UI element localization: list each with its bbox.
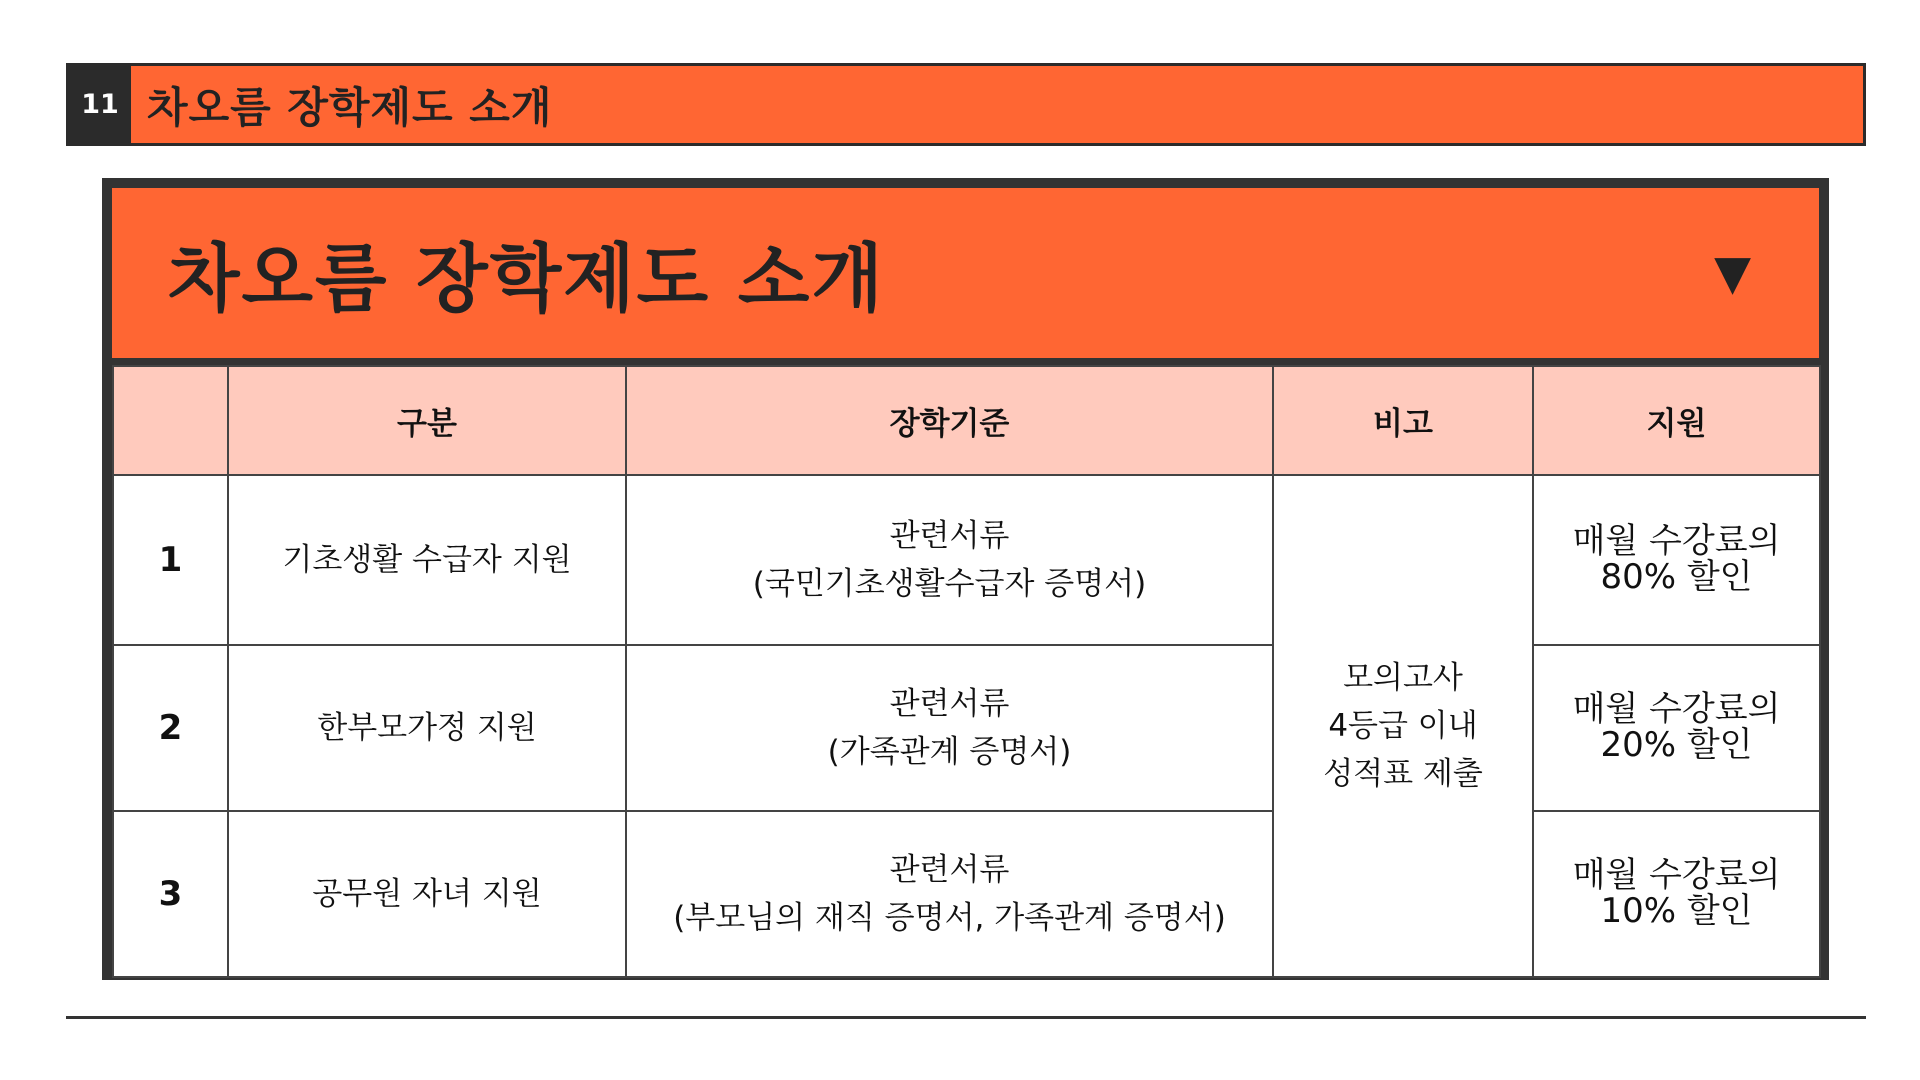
banner-title: 차오름 장학제도 소개 [168,236,885,322]
scholarship-table-wrap [112,365,1819,978]
row-support [1533,475,1820,645]
criteria-line: (부모님의 재직 증명서, 가족관계 증명서) [673,900,1226,936]
triangle-down-icon: ▼ [1714,245,1751,301]
criteria-line: 관련서류 [889,685,1010,722]
support-line: 매월 수강료의 [1572,855,1781,896]
column-header-support: 지원 [1533,366,1820,475]
support-line: 80% 할인 [1600,557,1753,597]
row-category: 한부모가정 지원 [228,645,626,811]
column-header-note: 비고 [1273,366,1533,475]
criteria-line: (가족관계 증명서) [827,734,1072,770]
row-note [1273,475,1533,977]
table-row [113,645,1820,811]
row-category: 기초생활 수급자 지원 [228,475,626,645]
scholarship-panel [102,178,1829,980]
row-criteria [626,645,1273,811]
note-line: 성적표 제출 [1323,756,1483,793]
support-line: 10% 할인 [1600,891,1753,931]
row-number: 2 [113,645,228,811]
banner [112,188,1819,358]
note-line: 4등급 이내 [1328,707,1478,744]
table-row [113,811,1820,977]
support-line: 매월 수강료의 [1572,689,1781,730]
row-criteria [626,475,1273,645]
criteria-line: (국민기초생활수급자 증명서) [752,566,1147,602]
page-number: 11 [69,66,131,143]
footer-divider [66,1016,1866,1019]
table-header-row [113,366,1820,475]
row-number: 1 [113,475,228,645]
support-line: 매월 수강료의 [1572,521,1781,562]
column-header-criteria: 장학기준 [626,366,1273,475]
criteria-line: 관련서류 [889,851,1010,888]
row-category: 공무원 자녀 지원 [228,811,626,977]
column-header-category: 구분 [228,366,626,475]
row-support [1533,645,1820,811]
table-row [113,475,1820,645]
row-number: 3 [113,811,228,977]
row-support [1533,811,1820,977]
criteria-line: 관련서류 [889,517,1010,554]
header-title: 차오름 장학제도 소개 [147,82,553,132]
row-criteria [626,811,1273,977]
page-header [66,63,1866,146]
support-line: 20% 할인 [1600,725,1753,765]
scholarship-table [112,365,1821,978]
column-header-index [113,366,228,475]
note-line: 모의고사 [1343,659,1463,696]
